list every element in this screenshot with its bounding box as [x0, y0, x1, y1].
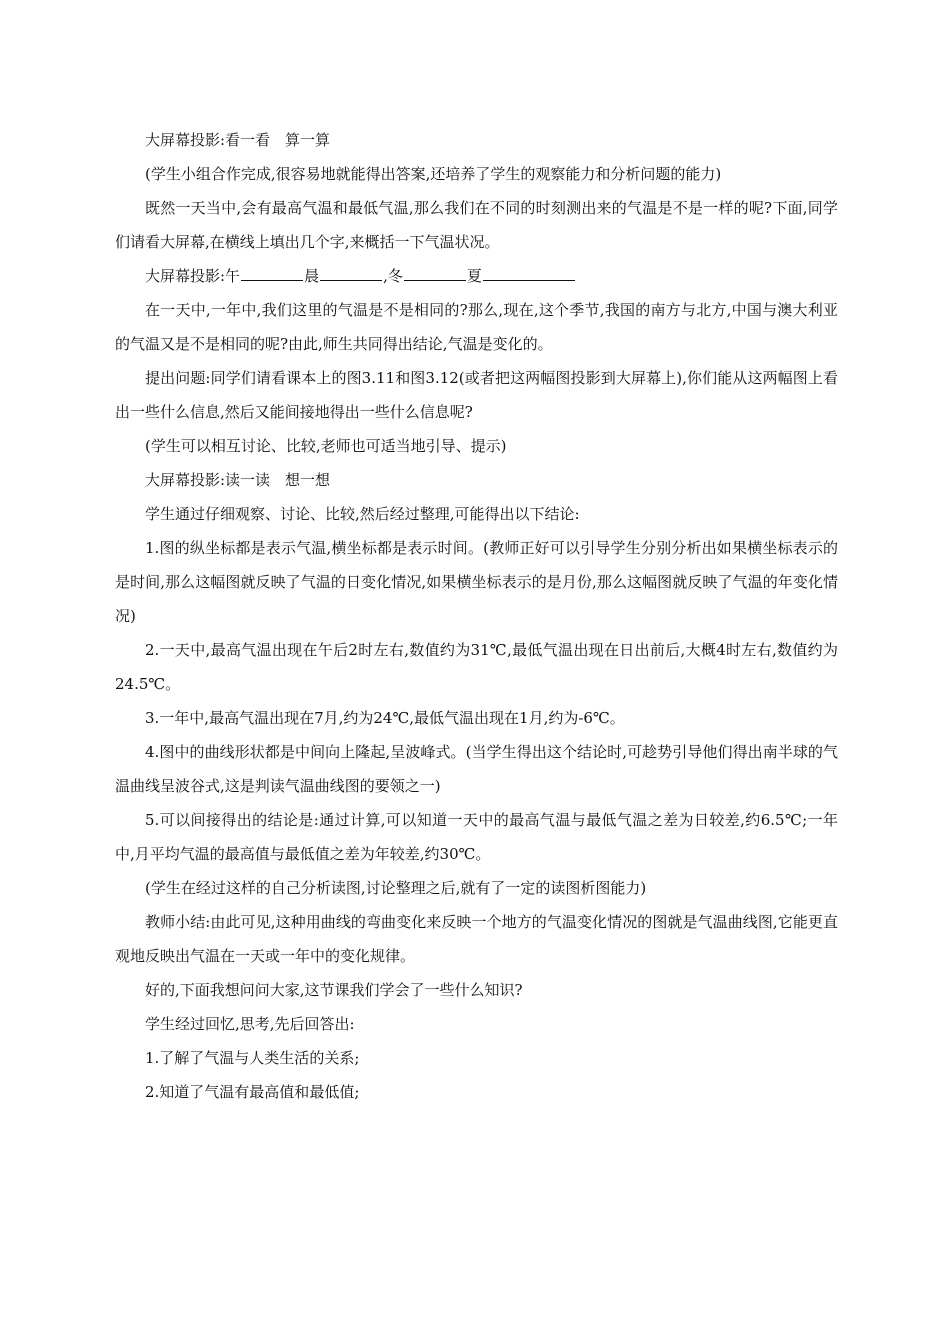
blank-4	[483, 262, 575, 281]
paragraph-3: 既然一天当中,会有最高气温和最低气温,那么我们在不同的时刻测出来的气温是不是一样的呢?下面,同学们请看大屏幕,在横线上填出几个字,来概括一下气温状况。	[115, 199, 838, 251]
paragraph-6: (学生可以相互讨论、比较,老师也可适当地引导、提示)	[145, 437, 507, 455]
conclusion-5: 5.可以间接得出的结论是:通过计算,可以知道一天中的最高气温与最低气温之差为日较差,约6.5℃;一年中,月平均气温的最高值与最低值之差为年较差,约30℃。	[115, 811, 838, 863]
answer-2: 2.知道了气温有最高值和最低值;	[145, 1083, 360, 1101]
blank-1	[241, 262, 303, 281]
paragraph-10: 好的,下面我想问问大家,这节课我们学会了一些什么知识?	[145, 981, 523, 999]
paragraph-4: 在一天中,一年中,我们这里的气温是不是相同的?那么,现在,这个季节,我国的南方与北方,中国与澳大利亚的气温又是不是相同的呢?由此,师生共同得出结论,气温是变化的。	[115, 301, 838, 353]
paragraph-8: 学生通过仔细观察、讨论、比较,然后经过整理,可能得出以下结论:	[145, 505, 580, 523]
fill-word-3: 夏	[466, 267, 482, 285]
fill-word-2: ,冬	[383, 267, 403, 285]
fill-word-1: 晨	[304, 267, 320, 285]
document-body	[115, 123, 838, 1109]
paragraph-5: 提出问题:同学们请看课本上的图3.11和图3.12(或者把这两幅图投影到大屏幕上),你们能从这两幅图上看出一些什么信息,然后又能间接地得出一些什么信息呢?	[115, 369, 838, 421]
paragraph-7: 大屏幕投影:读一读 想一想	[145, 471, 331, 489]
fill-prefix: 大屏幕投影:午	[145, 267, 241, 285]
paragraph-2: (学生小组合作完成,很容易地就能得出答案,还培养了学生的观察能力和分析问题的能力)	[145, 165, 722, 183]
teacher-summary: 教师小结:由此可见,这种用曲线的弯曲变化来反映一个地方的气温变化情况的图就是气温曲线图,它能更直观地反映出气温在一天或一年中的变化规律。	[115, 913, 838, 965]
answer-1: 1.了解了气温与人类生活的关系;	[145, 1049, 360, 1067]
fill-in-line	[115, 259, 838, 293]
conclusion-2: 2.一天中,最高气温出现在午后2时左右,数值约为31℃,最低气温出现在日出前后,大概4时左右,数值约为24.5℃。	[115, 641, 838, 693]
blank-3	[404, 262, 466, 281]
blank-2	[320, 262, 382, 281]
conclusion-1: 1.图的纵坐标都是表示气温,横坐标都是表示时间。(教师正好可以引导学生分别分析出如果横坐标表示的是时间,那么这幅图就反映了气温的日变化情况,如果横坐标表示的是月份,那么这幅图就反映了气温的年变化情况)	[115, 539, 838, 625]
paragraph-11: 学生经过回忆,思考,先后回答出:	[145, 1015, 355, 1033]
paragraph-9: (学生在经过这样的自己分析读图,讨论整理之后,就有了一定的读图析图能力)	[145, 879, 647, 897]
conclusion-4: 4.图中的曲线形状都是中间向上隆起,呈波峰式。(当学生得出这个结论时,可趁势引导他们得出南半球的气温曲线呈波谷式,这是判读气温曲线图的要领之一)	[115, 743, 838, 795]
paragraph-1: 大屏幕投影:看一看 算一算	[145, 131, 331, 149]
conclusion-3: 3.一年中,最高气温出现在7月,约为24℃,最低气温出现在1月,约为-6℃。	[145, 709, 625, 727]
